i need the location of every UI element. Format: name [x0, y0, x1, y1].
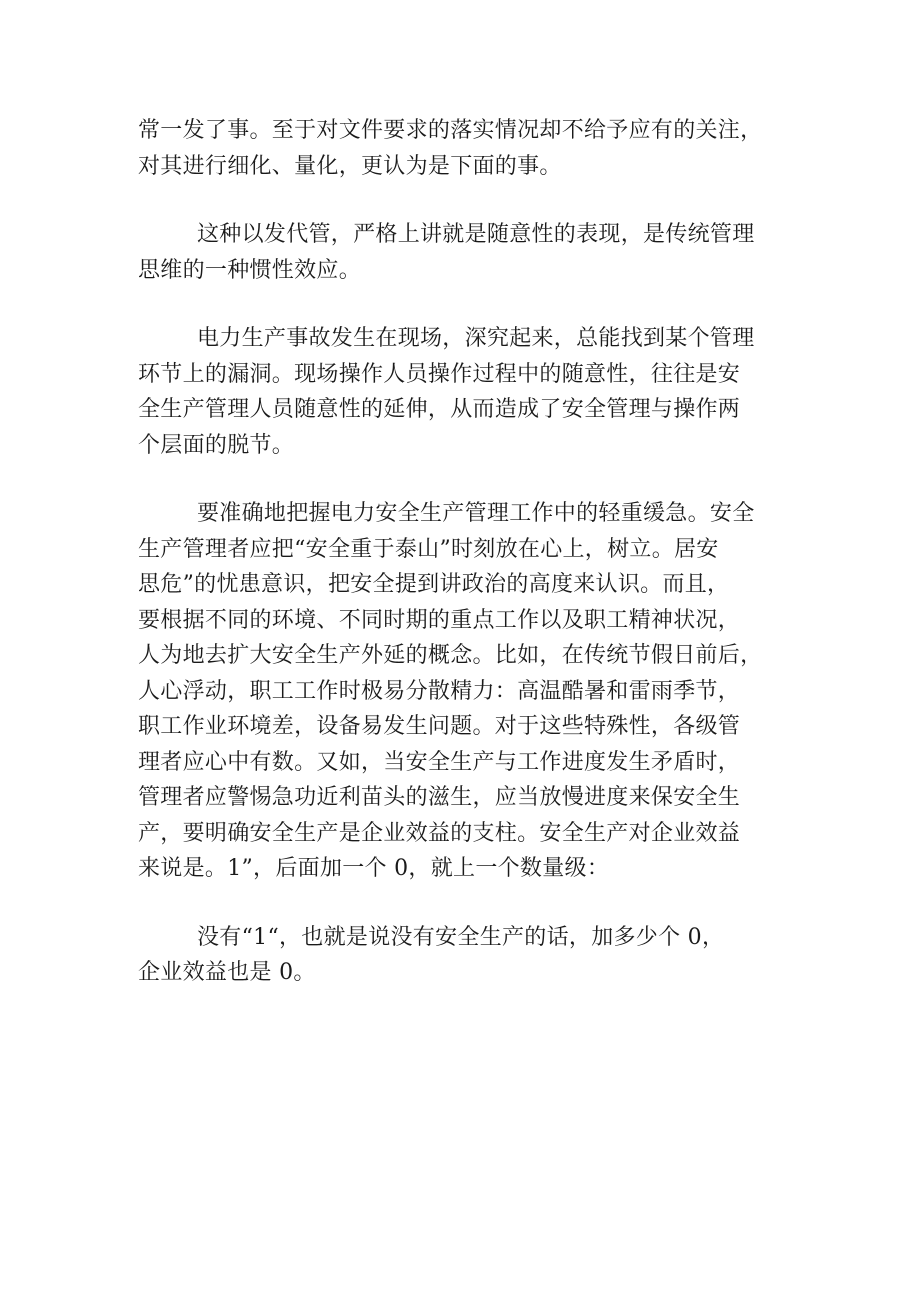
paragraph-line: 对其进行细化、量化，更认为是下面的事。 — [138, 153, 562, 179]
paragraph-line: 人为地去扩大安全生产外延的概念。比如，在传统节假日前后， — [138, 643, 763, 668]
paragraph-3 — [138, 321, 784, 463]
paragraph-line: 产，要明确安全生产是企业效益的支柱。安全生产对企业效益 — [138, 820, 741, 846]
paragraph-line: 思维的一种惯性效应。 — [138, 257, 362, 283]
paragraph-line: 个层面的脱节。 — [138, 432, 295, 458]
paragraph-line: 环节上的漏洞。现场操作人员操作过程中的随意性，往往是安 — [138, 361, 741, 387]
paragraph-line: 没有“1“，也就是说没有安全生产的话，加多少个 0， — [197, 924, 725, 950]
paragraph-line: 职工作业环境差，设备易发生问题。对于这些特殊性，各级管 — [138, 714, 741, 739]
paragraph-line: 人心浮动，职工工作时极易分散精力：高温酷暑和雷雨季节， — [138, 678, 741, 704]
paragraph-2 — [138, 217, 784, 288]
paragraph-line: 全生产管理人员随意性的延伸，从而造成了安全管理与操作两 — [138, 397, 741, 422]
paragraph-line: 要准确地把握电力安全生产管理工作中的轻重缓急。安全 — [197, 501, 755, 526]
paragraph-line: 生产管理者应把“安全重于泰山”时刻放在心上，树立。居安 — [138, 536, 719, 562]
paragraph-5 — [138, 920, 784, 991]
paragraph-line: 管理者应警惕急功近利苗头的滋生，应当放慢进度来保安全生 — [138, 785, 741, 810]
paragraph-line: 要根据不同的环境、不同时期的重点工作以及职工精神状况， — [138, 607, 741, 633]
paragraph-line: 常一发了事。至于对文件要求的落实情况却不给予应有的关注， — [138, 118, 763, 143]
paragraph-line: 这种以发代管，严格上讲就是随意性的表现，是传统管理 — [197, 222, 755, 247]
paragraph-line: 企业效益也是 0。 — [138, 960, 316, 985]
document-page — [138, 113, 784, 1024]
paragraph-line: 理者应心中有数。又如，当安全生产与工作进度发生矛盾时， — [138, 749, 741, 775]
paragraph-1 — [138, 113, 784, 184]
paragraph-line: 思危”的忧患意识，把安全提到讲政治的高度来认识。而且， — [138, 572, 730, 597]
paragraph-line: 电力生产事故发生在现场，深究起来，总能找到某个管理 — [197, 326, 755, 351]
paragraph-line: 来说是。1”，后面加一个 0，就上一个数量级： — [138, 856, 610, 881]
paragraph-4 — [138, 496, 784, 887]
